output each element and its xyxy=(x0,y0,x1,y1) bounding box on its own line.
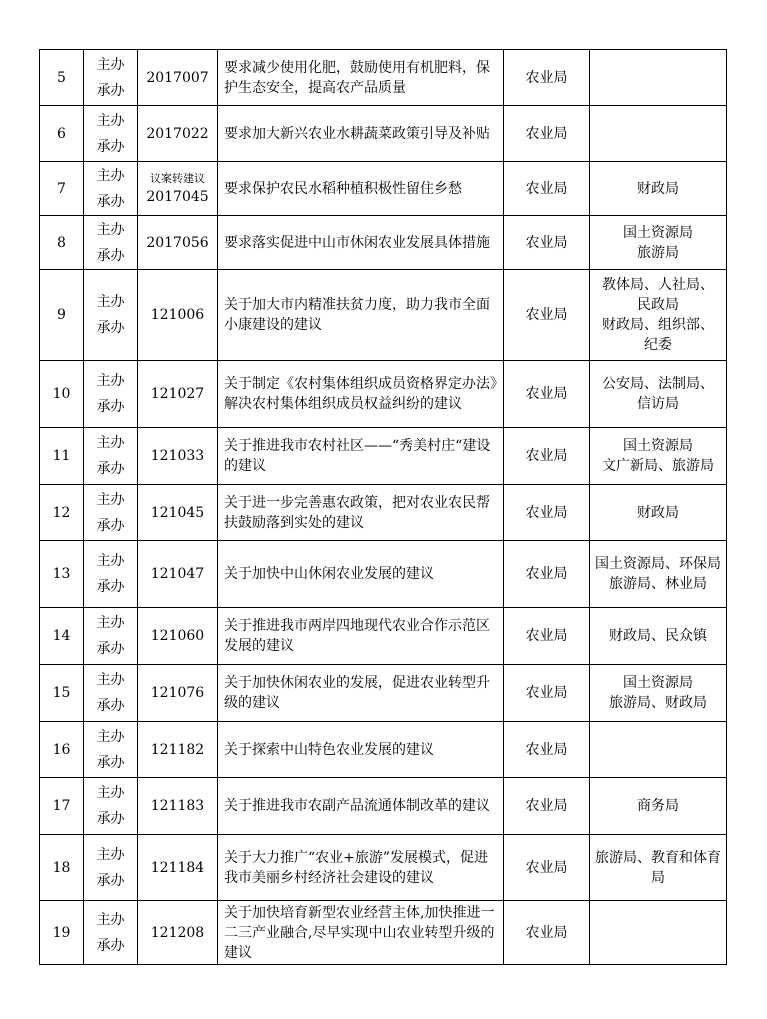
handling-type xyxy=(84,162,138,216)
table-row xyxy=(40,835,727,901)
handling-type-line: 承办 xyxy=(96,579,125,595)
proposal-code xyxy=(138,541,218,608)
handling-type-line: 主办 xyxy=(96,615,125,631)
handling-type-line: 承办 xyxy=(96,82,125,99)
co-departments xyxy=(590,901,727,965)
proposal-title: 关于加大市内精准扶贫力度，助力我市全面小康建设的建议 xyxy=(218,270,504,361)
handling-type-line: 承办 xyxy=(96,461,125,477)
proposal-code xyxy=(138,835,218,901)
handling-type-line: 主办 xyxy=(96,56,125,73)
lead-department: 农业局 xyxy=(504,270,590,361)
proposal-code-number: 121076 xyxy=(150,685,205,701)
proposal-title: 要求加大新兴农业水耕蔬菜政策引导及补贴 xyxy=(218,106,504,162)
handling-type-line: 主办 xyxy=(96,112,125,129)
proposal-title: 关于推进我市农副产品流通体制改革的建议 xyxy=(218,778,504,835)
handling-type-line: 承办 xyxy=(96,399,125,415)
proposal-title: 关于探索中山特色农业发展的建议 xyxy=(218,722,504,778)
handling-type xyxy=(84,835,138,901)
proposal-title: 要求保护农民水稻种植积极性留住乡愁 xyxy=(218,162,504,216)
proposal-code xyxy=(138,50,218,106)
proposal-code-number: 121006 xyxy=(150,307,205,323)
handling-type xyxy=(84,665,138,722)
co-departments: 国土资源局 文广新局、旅游局 xyxy=(590,428,727,485)
lead-department: 农业局 xyxy=(504,216,590,270)
handling-type xyxy=(84,778,138,835)
lead-department: 农业局 xyxy=(504,665,590,722)
row-number: 13 xyxy=(40,541,84,608)
proposal-code xyxy=(138,270,218,361)
co-departments: 商务局 xyxy=(590,778,727,835)
proposal-code-number: 121027 xyxy=(150,386,205,402)
proposal-title: 关于推进我市两岸四地现代农业合作示范区发展的建议 xyxy=(218,608,504,665)
handling-type-line: 承办 xyxy=(96,320,125,336)
co-departments: 财政局、民众镇 xyxy=(590,608,727,665)
lead-department: 农业局 xyxy=(504,428,590,485)
table-row xyxy=(40,778,727,835)
co-departments: 国土资源局 旅游局 xyxy=(590,216,727,270)
table-row xyxy=(40,270,727,361)
lead-department: 农业局 xyxy=(504,835,590,901)
row-number: 15 xyxy=(40,665,84,722)
proposal-title: 关于进一步完善惠农政策，把对农业农民帮扶鼓励落到实处的建议 xyxy=(218,485,504,541)
row-number: 14 xyxy=(40,608,84,665)
table-row xyxy=(40,485,727,541)
handling-type-line: 主办 xyxy=(96,373,125,389)
proposal-code-note: 议案转建议 xyxy=(150,171,205,185)
lead-department: 农业局 xyxy=(504,361,590,428)
proposal-title: 关于加快休闲农业的发展，促进农业转型升级的建议 xyxy=(218,665,504,722)
handling-type-line: 主办 xyxy=(96,911,125,928)
proposal-code-number: 121208 xyxy=(150,924,205,941)
proposal-code-number: 2017056 xyxy=(146,234,209,251)
handling-type-line: 主办 xyxy=(96,846,125,863)
row-number: 18 xyxy=(40,835,84,901)
proposal-code xyxy=(138,778,218,835)
proposal-code xyxy=(138,722,218,778)
proposal-code xyxy=(138,216,218,270)
proposal-code-number: 121047 xyxy=(150,566,205,582)
handling-type-line: 承办 xyxy=(96,138,125,155)
handling-type-line: 承办 xyxy=(96,872,125,889)
table-body xyxy=(40,50,727,965)
co-departments xyxy=(590,106,727,162)
proposal-code-number: 121060 xyxy=(150,628,205,644)
proposal-code-number: 2017022 xyxy=(146,125,209,142)
row-number: 7 xyxy=(40,162,84,216)
table-row xyxy=(40,361,727,428)
co-departments: 财政局 xyxy=(590,485,727,541)
row-number: 11 xyxy=(40,428,84,485)
lead-department: 农业局 xyxy=(504,162,590,216)
row-number: 5 xyxy=(40,50,84,106)
proposal-code-number: 2017007 xyxy=(146,69,209,86)
proposal-title: 关于加快中山休闲农业发展的建议 xyxy=(218,541,504,608)
handling-type-line: 主办 xyxy=(96,294,125,310)
table-row xyxy=(40,106,727,162)
handling-type-line: 主办 xyxy=(96,167,125,184)
table-row xyxy=(40,901,727,965)
co-departments: 国土资源局 旅游局、财政局 xyxy=(590,665,727,722)
handling-type xyxy=(84,270,138,361)
handling-type-line: 承办 xyxy=(96,698,125,714)
co-departments: 国土资源局、环保局 旅游局、林业局 xyxy=(590,541,727,608)
proposal-code xyxy=(138,608,218,665)
proposal-title: 关于大力推广“农业+旅游”发展模式，促进我市美丽乡村经济社会建设的建议 xyxy=(218,835,504,901)
table-row xyxy=(40,162,727,216)
table-row xyxy=(40,608,727,665)
handling-type xyxy=(84,428,138,485)
proposal-title: 要求减少使用化肥，鼓励使用有机肥料，保护生态安全，提高农产品质量 xyxy=(218,50,504,106)
proposals-table xyxy=(39,49,727,965)
handling-type-line: 承办 xyxy=(96,641,125,657)
handling-type xyxy=(84,50,138,106)
row-number: 9 xyxy=(40,270,84,361)
proposal-code xyxy=(138,428,218,485)
handling-type xyxy=(84,901,138,965)
proposal-code xyxy=(138,485,218,541)
co-departments: 公安局、法制局、 信访局 xyxy=(590,361,727,428)
handling-type xyxy=(84,485,138,541)
row-number: 19 xyxy=(40,901,84,965)
table-row xyxy=(40,541,727,608)
proposal-code xyxy=(138,162,218,216)
proposal-code-number: 2017045 xyxy=(146,188,209,205)
handling-type-line: 承办 xyxy=(96,193,125,210)
proposal-code xyxy=(138,106,218,162)
proposal-code-number: 121184 xyxy=(150,859,205,876)
co-departments: 财政局 xyxy=(590,162,727,216)
co-departments xyxy=(590,722,727,778)
table-row xyxy=(40,50,727,106)
handling-type-line: 承办 xyxy=(96,247,125,264)
handling-type-line: 主办 xyxy=(96,672,125,688)
handling-type xyxy=(84,216,138,270)
handling-type-line: 主办 xyxy=(96,728,125,745)
table-row xyxy=(40,722,727,778)
proposal-code xyxy=(138,901,218,965)
lead-department: 农业局 xyxy=(504,778,590,835)
handling-type-line: 承办 xyxy=(96,517,125,534)
proposal-title: 关于制定《农村集体组织成员资格界定办法》解决农村集体组织成员权益纠纷的建议 xyxy=(218,361,504,428)
row-number: 17 xyxy=(40,778,84,835)
lead-department: 农业局 xyxy=(504,485,590,541)
proposal-code-number: 121183 xyxy=(150,798,205,814)
proposal-title: 关于加快培育新型农业经营主体,加快推进一二三产业融合,尽早实现中山农业转型升级的建议 xyxy=(218,901,504,965)
handling-type-line: 主办 xyxy=(96,785,125,801)
row-number: 10 xyxy=(40,361,84,428)
table-row xyxy=(40,216,727,270)
row-number: 16 xyxy=(40,722,84,778)
lead-department: 农业局 xyxy=(504,722,590,778)
handling-type xyxy=(84,106,138,162)
proposal-title: 关于推进我市农村社区——“秀美村庄“建设的建议 xyxy=(218,428,504,485)
handling-type-line: 承办 xyxy=(96,937,125,954)
handling-type xyxy=(84,608,138,665)
handling-type-line: 主办 xyxy=(96,435,125,451)
handling-type xyxy=(84,722,138,778)
handling-type-line: 主办 xyxy=(96,221,125,238)
handling-type xyxy=(84,541,138,608)
row-number: 12 xyxy=(40,485,84,541)
co-departments: 教体局、人社局、 民政局 财政局、组织部、 纪委 xyxy=(590,270,727,361)
lead-department: 农业局 xyxy=(504,901,590,965)
lead-department: 农业局 xyxy=(504,50,590,106)
handling-type-line: 主办 xyxy=(96,491,125,508)
proposal-code-number: 121182 xyxy=(150,741,205,758)
row-number: 6 xyxy=(40,106,84,162)
handling-type-line: 承办 xyxy=(96,754,125,771)
lead-department: 农业局 xyxy=(504,608,590,665)
table-row xyxy=(40,428,727,485)
co-departments xyxy=(590,50,727,106)
handling-type xyxy=(84,361,138,428)
lead-department: 农业局 xyxy=(504,541,590,608)
proposal-code-number: 121045 xyxy=(150,504,205,521)
handling-type-line: 承办 xyxy=(96,811,125,827)
handling-type-line: 主办 xyxy=(96,553,125,569)
proposal-code xyxy=(138,665,218,722)
table-row xyxy=(40,665,727,722)
lead-department: 农业局 xyxy=(504,106,590,162)
proposal-title: 要求落实促进中山市休闲农业发展具体措施 xyxy=(218,216,504,270)
row-number: 8 xyxy=(40,216,84,270)
co-departments: 旅游局、教育和体育局 xyxy=(590,835,727,901)
proposal-code xyxy=(138,361,218,428)
proposal-code-number: 121033 xyxy=(150,448,205,464)
